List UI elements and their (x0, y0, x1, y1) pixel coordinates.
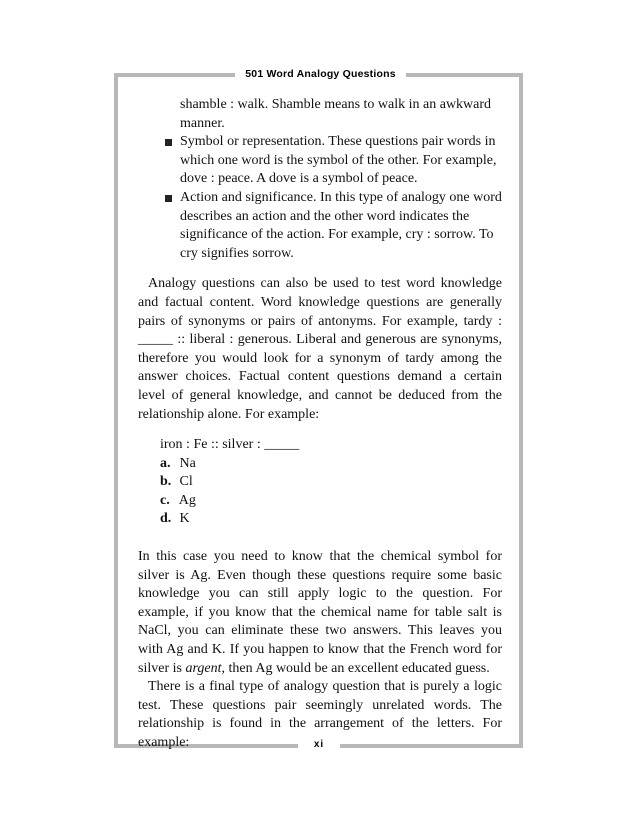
paragraph-chemical-example (138, 548, 502, 678)
choice-text: Na (179, 455, 196, 471)
choice-letter: d. (160, 511, 172, 527)
frame-border-left (114, 73, 118, 748)
paragraph-logic-test: There is a final type of analogy question that is purely a logic test. These questions pair seemingly unrelated words. The relationship is found in the arrangement of the letters. For example: (138, 679, 502, 750)
text-line: significance of the action. For example, cry : sorrow. To (180, 227, 494, 243)
running-head: 501 Word Analogy Questions (245, 68, 396, 80)
italic-term: argent (185, 660, 222, 676)
text-line: dove : peace. A dove is a symbol of peace. (180, 171, 418, 187)
answer-choice (160, 492, 502, 511)
frame-border-top-right (406, 73, 523, 77)
text-line: cry signifies sorrow. (180, 245, 294, 261)
square-bullet-icon (165, 195, 172, 202)
text-run: , then Ag would be an excellent educated guess. (221, 660, 490, 676)
choice-text: Cl (179, 474, 193, 490)
example-stem: iron : Fe :: silver : _____ (160, 437, 300, 453)
choice-letter: c. (160, 492, 170, 508)
text-line: Action and significance. In this type of analogy one word (180, 189, 502, 205)
frame-border-right (519, 73, 523, 748)
text-line: shamble : walk. Shamble means to walk in an awkward (180, 97, 492, 112)
example-question (138, 436, 502, 529)
frame-border-top-left (114, 73, 235, 77)
paragraph-word-knowledge: Analogy questions can also be used to test word knowledge and factual content. Word knowledge questions are generally pairs of synonyms or pairs of antonyms. For example, tardy : _____ :: liberal : generous. Liberal and generous are synonyms, therefore you would look for a synonym of tardy among the answer choices. Factual content questions demand a certain level of general knowledge, and cannot be deduced from the relationship alone. For example: (138, 276, 502, 422)
text-line: which one word is the symbol of the other. For example, (180, 152, 497, 168)
bullet-item-action (138, 189, 502, 263)
bullet-list (138, 133, 502, 263)
text-line: manner. (180, 115, 225, 131)
choice-text: Ag (178, 492, 196, 508)
answer-choice (160, 473, 502, 492)
page-body (138, 96, 502, 753)
bullet-item-symbol (138, 133, 502, 189)
choice-letter: a. (160, 455, 171, 471)
text-line: describes an action and the other word indicates the (180, 208, 470, 224)
answer-choice (160, 455, 502, 474)
choice-text: K (179, 511, 190, 527)
text-run: In this case you need to know that the chemical symbol for silver is Ag. Even though these questions require some basic knowledge you can still apply logic to the question. For example, if you know that the chemical name for table salt is NaCl, you can eliminate these two answers. This leaves you with Ag and K. If you happen to know that the French word for silver is (138, 549, 502, 676)
bullet-continuation (138, 96, 502, 133)
page-number: xi (313, 739, 325, 750)
answer-choice (160, 510, 502, 529)
choice-letter: b. (160, 474, 172, 490)
square-bullet-icon (165, 139, 172, 146)
text-line: Symbol or representation. These questions pair words in (180, 134, 496, 150)
